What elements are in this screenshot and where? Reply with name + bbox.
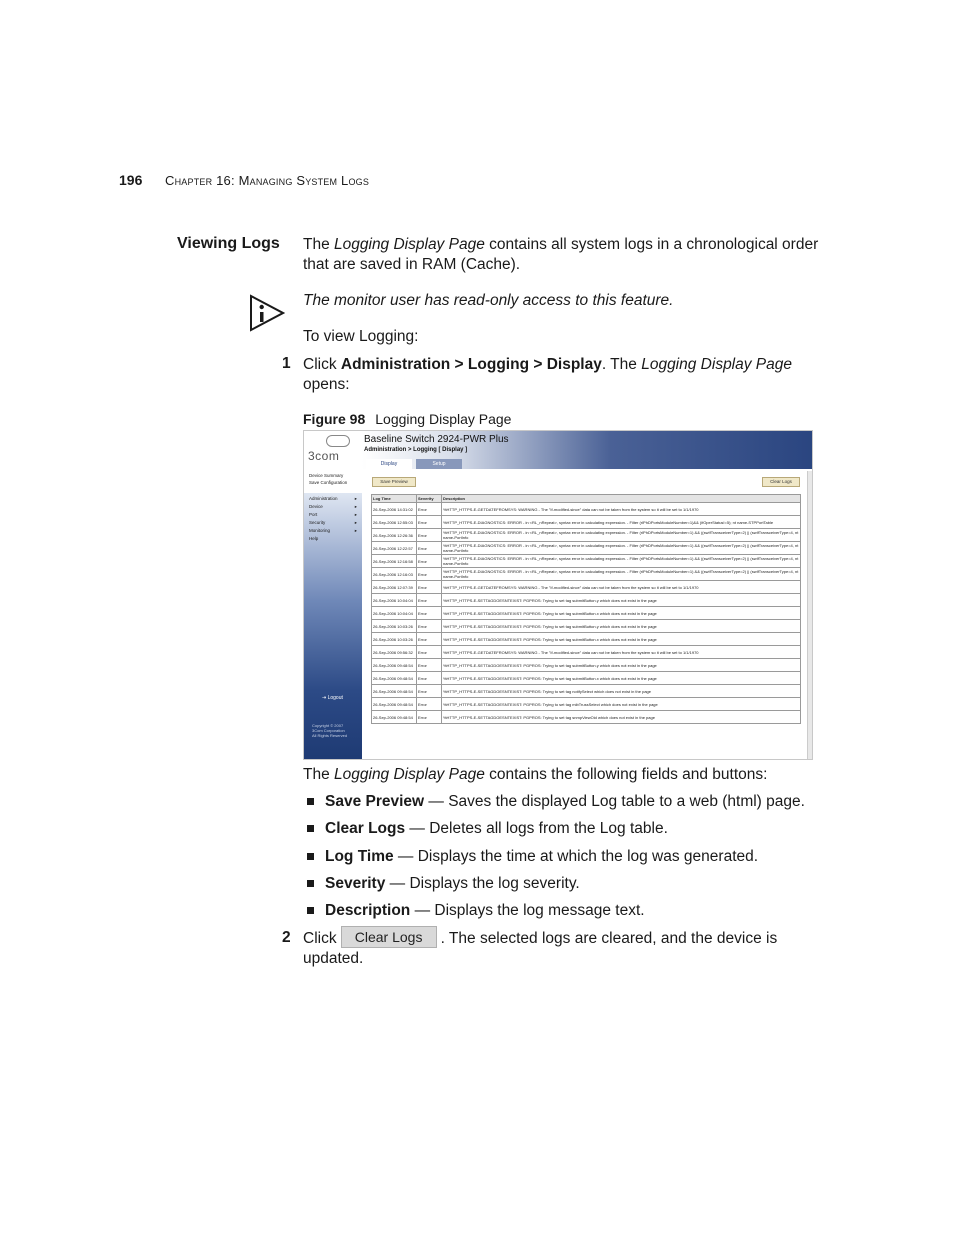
logging-display-screenshot	[303, 430, 813, 760]
description-cell: %HTTP_HTTPS-E-GETDATEFROMSYS: WARNING - The "If-modified-since" data can not be taken from the system so it will be set to 1/1/1970	[442, 646, 801, 659]
figure-header	[362, 431, 813, 469]
list-item: Description — Displays the log message text.	[303, 901, 823, 928]
description-cell: %HTTP_HTTPS-E-SETTAGDOESNTEXIST: PGPROS: Trying to set tag submitButton.x which does not exist in the page	[442, 633, 801, 646]
sidebar-menu-administration[interactable]: Administration ▸	[309, 496, 357, 501]
log-table-body	[372, 503, 801, 724]
severity-cell: Error	[417, 711, 442, 724]
arrow-right-icon: ▸	[354, 528, 357, 533]
list-item: Save Preview — Saves the displayed Log table to a web (html) page.	[303, 792, 823, 819]
list-item: Clear Logs — Deletes all logs from the Log table.	[303, 819, 823, 846]
step-2-text: Click Clear Logs . The selected logs are cleared, and the device is updated.	[303, 929, 823, 969]
arrow-right-icon: ▸	[354, 496, 357, 501]
log-time-cell: 26-Sep-2006 12:26:36	[372, 529, 417, 542]
clear-logs-inline-button[interactable]: Clear Logs	[341, 926, 437, 948]
severity-cell: Error	[417, 555, 442, 568]
log-time-cell: 26-Sep-2006 09:48:54	[372, 711, 417, 724]
log-time-cell: 26-Sep-2006 09:48:54	[372, 685, 417, 698]
fields-intro: The Logging Display Page contains the following fields and buttons:	[303, 766, 768, 783]
figure-sidebar	[304, 431, 362, 760]
table-row	[372, 516, 801, 529]
logout-icon: ⇥	[322, 695, 327, 701]
note-text: The monitor user has read-only access to this feature.	[303, 292, 674, 309]
description-cell: %HTTP_HTTPS-E-DIAGNOSTICS: ERROR - in <RL_nRepeat>, syntax error in calculating expression. - Filter (rlPhDPortsModuleNumber=1) && ((swIfTransceiverType=2) || (swIfTransceiverType=4, nt name-PortInfo	[442, 555, 801, 568]
severity-cell: Error	[417, 646, 442, 659]
table-row	[372, 581, 801, 594]
description-cell: %HTTP_HTTPS-E-SETTAGDOESNTEXIST: PGPROS: Trying to set tag submitButton.y which does not exist in the page	[442, 594, 801, 607]
table-row	[372, 633, 801, 646]
severity-cell: Error	[417, 581, 442, 594]
logout-link[interactable]: ⇥ Logout	[322, 695, 343, 701]
arrow-right-icon: ▸	[354, 512, 357, 517]
logo-text: 3com	[308, 449, 340, 463]
log-time-cell: 26-Sep-2006 12:07:39	[372, 581, 417, 594]
column-header-log-time[interactable]: Log Time	[372, 495, 417, 503]
chapter-title: Chapter 16: Managing System Logs	[165, 173, 370, 188]
column-header-description[interactable]: Description	[442, 495, 801, 503]
bullet-square-icon	[307, 798, 314, 805]
log-time-cell: 26-Sep-2006 09:48:54	[372, 672, 417, 685]
description-cell: %HTTP_HTTPS-E-SETTAGDOESNTEXIST: PGPROS: Trying to set tag snmpViewOid which does not exist in the page	[442, 711, 801, 724]
description-cell: %HTTP_HTTPS-E-DIAGNOSTICS: ERROR - in <RL_nRepeat>, syntax error in calculating expression. - Filter (rlPhDPortsModuleNumber=1) && ((swIfTransceiverType=2) || (swIfTransceiverType=4, nt name-PortInfo	[442, 542, 801, 555]
severity-cell: Error	[417, 698, 442, 711]
list-item: Log Time — Displays the time at which the log was generated.	[303, 847, 823, 874]
page-number: 196	[119, 172, 143, 188]
copyright-text: Copyright © 2007 3Com Corporation All Rights Reserved	[312, 723, 348, 738]
table-row	[372, 698, 801, 711]
table-row	[372, 594, 801, 607]
sidebar-menu-port[interactable]: Port ▸	[309, 512, 357, 517]
log-time-cell: 26-Sep-2006 10:03:26	[372, 633, 417, 646]
fields-list	[303, 792, 823, 928]
clear-logs-button[interactable]: Clear Logs	[762, 477, 800, 487]
log-time-cell: 26-Sep-2006 09:48:54	[372, 659, 417, 672]
description-cell: %HTTP_HTTPS-E-DIAGNOSTICS: ERROR - in <RL_nRepeat>, syntax error in calculating expression. - Filter (rlPhDPortsModuleNumber=1) && ((swIfTransceiverType=2) || (swIfTransceiverType=4, nt name-PortInfo	[442, 568, 801, 581]
sidebar-menu-device[interactable]: Device ▸	[309, 504, 357, 509]
figure-caption: Figure 98 Logging Display Page	[303, 411, 512, 427]
table-row	[372, 542, 801, 555]
log-time-cell: 26-Sep-2006 09:48:54	[372, 698, 417, 711]
intro-paragraph: The Logging Display Page contains all system logs in a chronological order that are saved in RAM (Cache).	[303, 236, 819, 273]
sidebar-menu-help[interactable]: Help	[309, 536, 319, 541]
severity-cell: Error	[417, 659, 442, 672]
table-row	[372, 607, 801, 620]
description-cell: %HTTP_HTTPS-E-SETTAGDOESNTEXIST: PGPROS: Trying to set tag notifySelect which does not exist in the page	[442, 685, 801, 698]
figure-app-title: Baseline Switch 2924-PWR Plus	[364, 434, 509, 445]
description-cell: %HTTP_HTTPS-E-GETDATEFROMSYS: WARNING - The "If-modified-since" data can not be taken from the system so it will be set to 1/1/1970	[442, 503, 801, 516]
log-time-cell: 26-Sep-2006 10:03:26	[372, 620, 417, 633]
bullet-square-icon	[307, 853, 314, 860]
3com-logo-icon	[326, 435, 350, 447]
description-cell: %HTTP_HTTPS-E-SETTAGDOESNTEXIST: PGPROS: Trying to set tag mibTrussSelect which does not exist in the page	[442, 698, 801, 711]
table-row	[372, 555, 801, 568]
description-cell: %HTTP_HTTPS-E-DIAGNOSTICS: ERROR - in <RL_nRepeat>, syntax error in calculating expression. - Filter (rlPhDPortsModuleNumber=1) && ((swIfTransceiverType=2) || (swIfTransceiverType=4, nt name-PortInfo	[442, 529, 801, 542]
tab-setup[interactable]: Setup	[416, 459, 462, 469]
log-time-cell: 26-Sep-2006 09:56:32	[372, 646, 417, 659]
table-row	[372, 685, 801, 698]
severity-cell: Error	[417, 672, 442, 685]
log-time-cell: 26-Sep-2006 10:04:04	[372, 607, 417, 620]
info-note-icon	[249, 293, 285, 333]
section-heading: Viewing Logs	[177, 235, 280, 252]
table-row	[372, 503, 801, 516]
description-cell: %HTTP_HTTPS-E-SETTAGDOESNTEXIST: PGPROS: Trying to set tag submitButton.x which does not exist in the page	[442, 672, 801, 685]
log-time-cell: 26-Sep-2006 12:16:03	[372, 568, 417, 581]
step-2-number: 2	[282, 929, 291, 946]
to-view-text: To view Logging:	[303, 328, 419, 345]
severity-cell: Error	[417, 633, 442, 646]
severity-cell: Error	[417, 568, 442, 581]
tab-display[interactable]: Display	[366, 459, 412, 469]
table-row	[372, 711, 801, 724]
description-cell: %HTTP_HTTPS-E-DIAGNOSTICS: ERROR - in <RL_nRepeat>, syntax error in calculating expression. - Filter (rlPhDPortsModuleNumber=1)&& (ifOperStatus!=5); nt name-STPPortTable	[442, 516, 801, 529]
step-1-text: Click Administration > Logging > Display. The Logging Display Page opens:	[303, 356, 793, 393]
severity-cell: Error	[417, 516, 442, 529]
log-time-cell: 26-Sep-2006 12:22:57	[372, 542, 417, 555]
sidebar-link-device-summary[interactable]: Device Summary	[309, 473, 344, 478]
severity-cell: Error	[417, 607, 442, 620]
bullet-square-icon	[307, 825, 314, 832]
figure-breadcrumb: Administration > Logging [ Display ]	[364, 447, 468, 453]
sidebar-menu-security[interactable]: Security ▸	[309, 520, 357, 525]
description-cell: %HTTP_HTTPS-E-SETTAGDOESNTEXIST: PGPROS: Trying to set tag submitButton.y which does not exist in the page	[442, 620, 801, 633]
table-row	[372, 620, 801, 633]
log-time-cell: 26-Sep-2006 12:55:03	[372, 516, 417, 529]
description-cell: %HTTP_HTTPS-E-GETDATEFROMSYS: WARNING - The "If-modified-since" data can not be taken from the system so it will be set to 1/1/1970	[442, 581, 801, 594]
step-1-number: 1	[282, 355, 291, 372]
severity-cell: Error	[417, 542, 442, 555]
column-header-severity[interactable]: Severity	[417, 495, 442, 503]
arrow-right-icon: ▸	[354, 520, 357, 525]
bullet-square-icon	[307, 907, 314, 914]
table-row	[372, 529, 801, 542]
severity-cell: Error	[417, 529, 442, 542]
save-preview-button[interactable]: Save Preview	[372, 477, 416, 487]
log-time-cell: 26-Sep-2006 10:04:04	[372, 594, 417, 607]
table-row	[372, 646, 801, 659]
table-row	[372, 672, 801, 685]
description-cell: %HTTP_HTTPS-E-SETTAGDOESNTEXIST: PGPROS: Trying to set tag submitButton.y which does not exist in the page	[442, 659, 801, 672]
bullet-square-icon	[307, 880, 314, 887]
log-table	[371, 494, 801, 724]
severity-cell: Error	[417, 594, 442, 607]
log-time-cell: 26-Sep-2006 12:16:58	[372, 555, 417, 568]
log-time-cell: 26-Sep-2006 14:31:02	[372, 503, 417, 516]
severity-cell: Error	[417, 620, 442, 633]
arrow-right-icon: ▸	[354, 504, 357, 509]
description-cell: %HTTP_HTTPS-E-SETTAGDOESNTEXIST: PGPROS: Trying to set tag submitButton.x which does not exist in the page	[442, 607, 801, 620]
list-item: Severity — Displays the log severity.	[303, 874, 823, 901]
sidebar-link-save-configuration[interactable]: Save Configuration	[309, 480, 348, 485]
sidebar-menu-monitoring[interactable]: Monitoring ▸	[309, 528, 357, 533]
table-row	[372, 568, 801, 581]
severity-cell: Error	[417, 503, 442, 516]
severity-cell: Error	[417, 685, 442, 698]
vertical-scrollbar[interactable]	[807, 471, 813, 759]
table-row	[372, 659, 801, 672]
